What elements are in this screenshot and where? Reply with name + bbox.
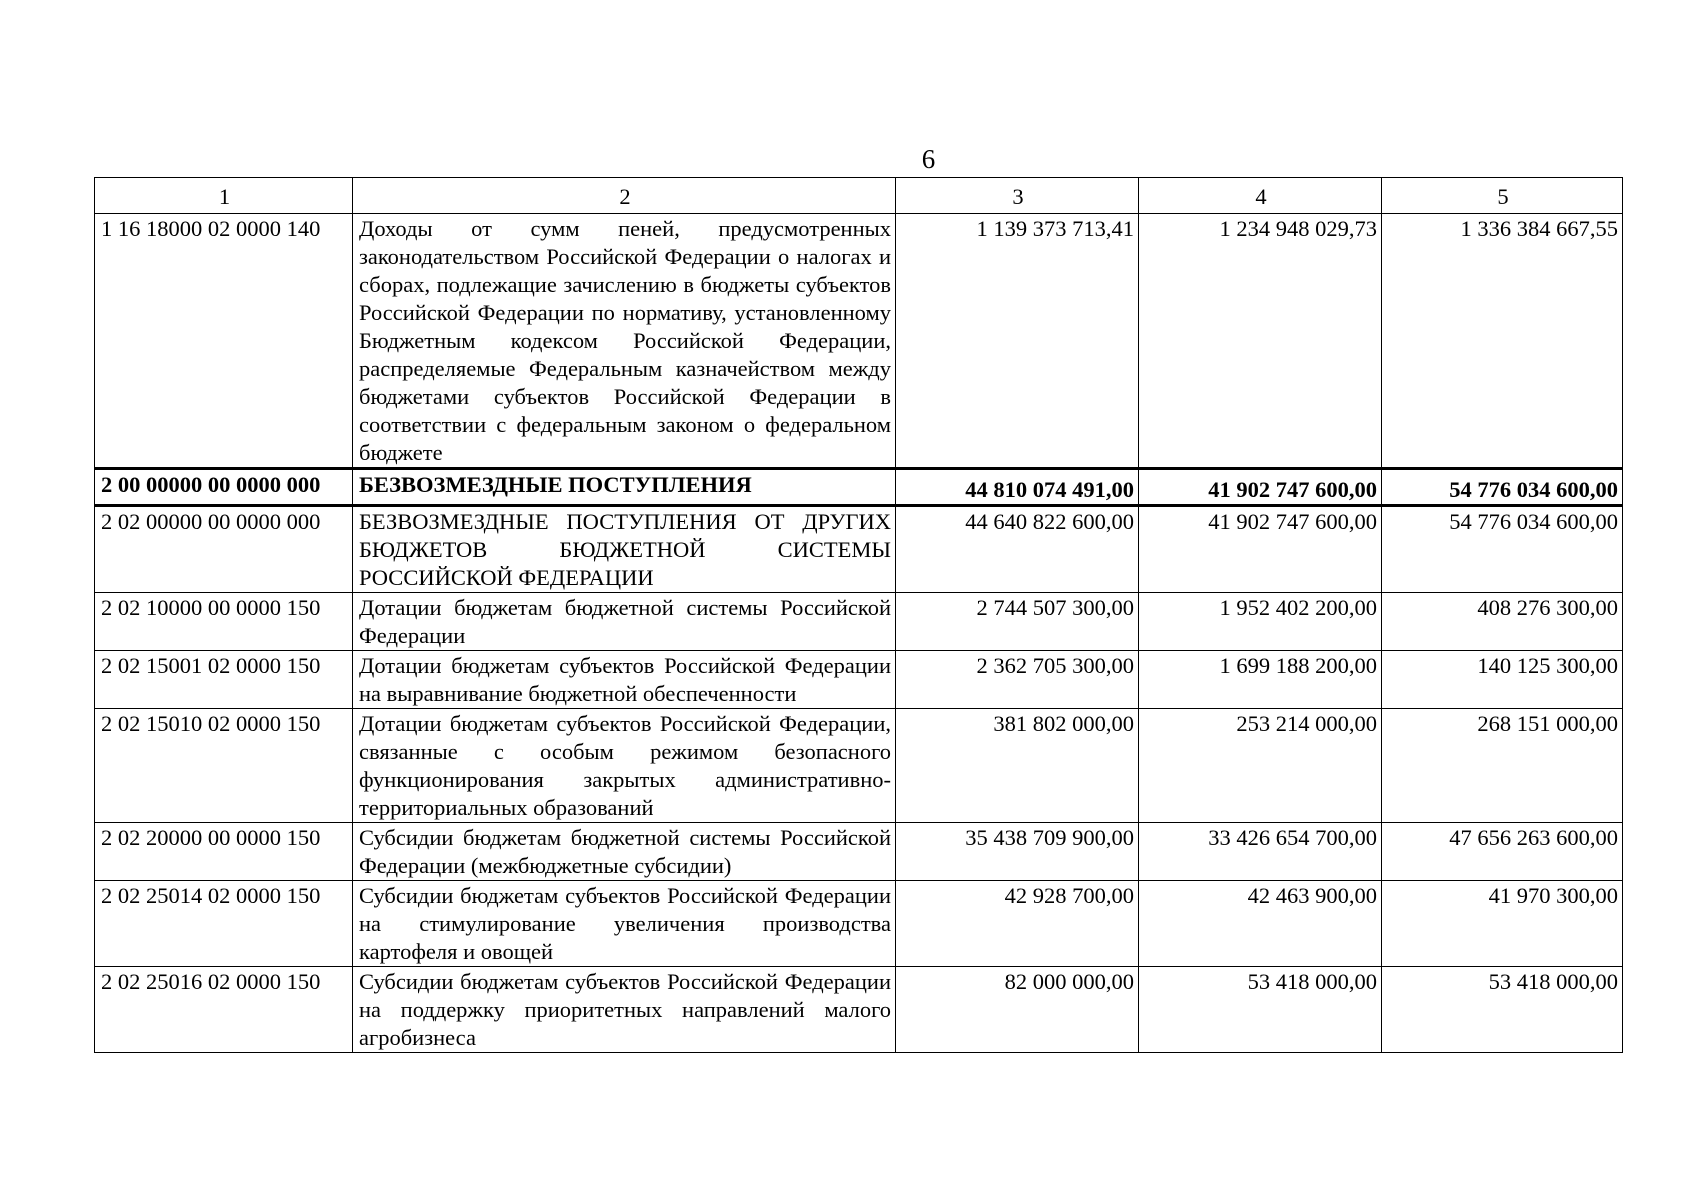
- column-header-5: 5: [1382, 178, 1623, 214]
- amount-col5: 41 970 300,00: [1382, 881, 1623, 967]
- column-header-1: 1: [95, 178, 353, 214]
- amount-col4: 41 902 747 600,00: [1139, 469, 1382, 506]
- revenue-name: Субсидии бюджетам бюджетной системы Российской Федерации (межбюджетные субсидии): [353, 823, 896, 881]
- table-row: [95, 651, 1623, 709]
- amount-col5: 1 336 384 667,55: [1382, 214, 1623, 469]
- budget-code: 2 02 10000 00 0000 150: [95, 593, 353, 651]
- amount-col5: 47 656 263 600,00: [1382, 823, 1623, 881]
- budget-code: 2 02 00000 00 0000 000: [95, 506, 353, 593]
- budget-code: 2 02 25016 02 0000 150: [95, 967, 353, 1053]
- amount-col3: 35 438 709 900,00: [896, 823, 1139, 881]
- amount-col4: 1 234 948 029,73: [1139, 214, 1382, 469]
- table-row: [95, 593, 1623, 651]
- amount-col3: 44 810 074 491,00: [896, 469, 1139, 506]
- amount-col5: 408 276 300,00: [1382, 593, 1623, 651]
- amount-col5: 54 776 034 600,00: [1382, 506, 1623, 593]
- revenue-name: Субсидии бюджетам субъектов Российской Федерации на стимулирование увеличения производства картофеля и овощей: [353, 881, 896, 967]
- table-row: [95, 881, 1623, 967]
- amount-col4: 1 952 402 200,00: [1139, 593, 1382, 651]
- amount-col3: 2 744 507 300,00: [896, 593, 1139, 651]
- table-row: [95, 214, 1623, 469]
- column-header-3: 3: [896, 178, 1139, 214]
- table-row: [95, 967, 1623, 1053]
- revenue-name: Дотации бюджетам субъектов Российской Федерации на выравнивание бюджетной обеспеченности: [353, 651, 896, 709]
- amount-col4: 53 418 000,00: [1139, 967, 1382, 1053]
- amount-col3: 42 928 700,00: [896, 881, 1139, 967]
- amount-col3: 381 802 000,00: [896, 709, 1139, 823]
- amount-col3: 44 640 822 600,00: [896, 506, 1139, 593]
- table-row: [95, 506, 1623, 593]
- budget-code: 2 02 25014 02 0000 150: [95, 881, 353, 967]
- column-header-4: 4: [1139, 178, 1382, 214]
- revenue-name: Дотации бюджетам бюджетной системы Российской Федерации: [353, 593, 896, 651]
- amount-col4: 42 463 900,00: [1139, 881, 1382, 967]
- page-number: 6: [921, 144, 936, 174]
- amount-col3: 2 362 705 300,00: [896, 651, 1139, 709]
- budget-code: 2 00 00000 00 0000 000: [95, 469, 353, 506]
- table-row: [95, 709, 1623, 823]
- header-row: [95, 178, 1623, 214]
- budget-code: 2 02 15010 02 0000 150: [95, 709, 353, 823]
- budget-code: 2 02 15001 02 0000 150: [95, 651, 353, 709]
- revenue-name: БЕЗВОЗМЕЗДНЫЕ ПОСТУПЛЕНИЯ ОТ ДРУГИХ БЮДЖЕТОВ БЮДЖЕТНОЙ СИСТЕМЫ РОССИЙСКОЙ ФЕДЕРАЦИИ: [353, 506, 896, 593]
- amount-col5: 140 125 300,00: [1382, 651, 1623, 709]
- table-row-total: [95, 469, 1623, 506]
- amount-col3: 82 000 000,00: [896, 967, 1139, 1053]
- amount-col5: 53 418 000,00: [1382, 967, 1623, 1053]
- amount-col5: 268 151 000,00: [1382, 709, 1623, 823]
- table-body: [95, 214, 1623, 1053]
- revenue-name: БЕЗВОЗМЕЗДНЫЕ ПОСТУПЛЕНИЯ: [353, 469, 896, 506]
- amount-col4: 41 902 747 600,00: [1139, 506, 1382, 593]
- amount-col4: 1 699 188 200,00: [1139, 651, 1382, 709]
- column-header-2: 2: [353, 178, 896, 214]
- table-row: [95, 823, 1623, 881]
- revenue-name: Дотации бюджетам субъектов Российской Федерации, связанные с особым режимом безопасного функционирования закрытых административно-территориальных образований: [353, 709, 896, 823]
- revenue-name: Субсидии бюджетам субъектов Российской Федерации на поддержку приоритетных направлений малого агробизнеса: [353, 967, 896, 1053]
- revenue-name: Доходы от сумм пеней, предусмотренных законодательством Российской Федерации о налогах и сборах, подлежащие зачислению в бюджеты субъектов Российской Федерации по нормативу, установленному Бюджетным кодексом Российской Федерации, распределяемые Федеральным казначейством между бюджетами субъектов Российской Федерации в соответствии с федеральным законом о федеральном бюджете: [353, 214, 896, 469]
- amount-col4: 253 214 000,00: [1139, 709, 1382, 823]
- amount-col4: 33 426 654 700,00: [1139, 823, 1382, 881]
- budget-code: 1 16 18000 02 0000 140: [95, 214, 353, 469]
- amount-col3: 1 139 373 713,41: [896, 214, 1139, 469]
- budget-revenue-table: [94, 177, 1623, 1053]
- amount-col5: 54 776 034 600,00: [1382, 469, 1623, 506]
- budget-code: 2 02 20000 00 0000 150: [95, 823, 353, 881]
- table-header: [95, 178, 1623, 214]
